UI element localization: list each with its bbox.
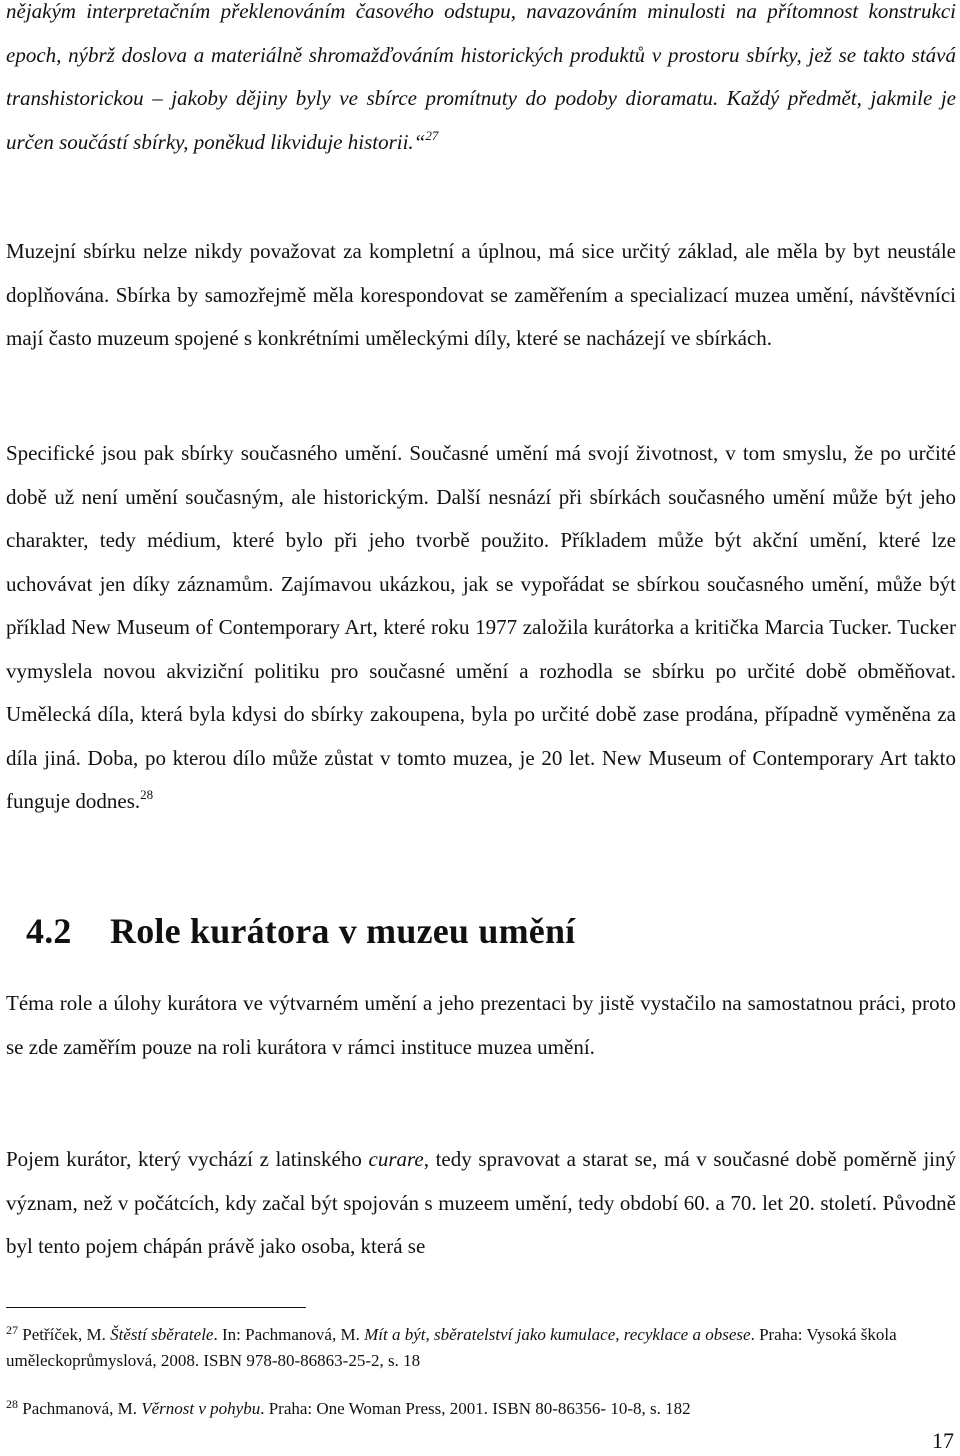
body-paragraph-collections: Muzejní sbírku nelze nikdy považovat za kompletní a úplnou, má sice určitý základ, ale měla by byt neustále doplňována. Sbírka by samozřejmě měla korespondovat se zaměřením a specializací muzea umění, návštěvníci mají často muzeum spojené s konkrétními uměleckými díly, které se nacházejí ve sbírkách.: [6, 239, 956, 350]
paragraph-text-after: , tedy spravovat a starat se, má v současné době poměrně jiný význam, než v počátcích, kdy začal být spojován s muzeem umění, tedy období 60. a 70. let 20. století. Původně byl tento pojem chápán právě jako osoba, která se: [6, 1147, 956, 1258]
footnote-author: Pachmanová, M.: [18, 1399, 142, 1418]
footnote-28: [6, 1396, 956, 1422]
footnote-publication: . Praha: One Woman Press, 2001. ISBN 80-86356- 10-8, s. 182: [260, 1399, 691, 1418]
footnote-27: [6, 1322, 956, 1374]
latin-term: curare: [368, 1147, 424, 1171]
body-paragraph-curator-term: [6, 1138, 956, 1269]
footnote-ref-28[interactable]: 28: [140, 787, 154, 802]
section-title: Role kurátora v muzeu umění: [110, 911, 576, 951]
footnote-ref-27[interactable]: 27: [425, 127, 439, 143]
body-paragraph-contemporary-art: [6, 432, 956, 824]
section-number: 4.2: [26, 911, 72, 951]
footnote-book-title: Mít a být, sběratelství jako kumulace, recyklace a obsese: [364, 1325, 751, 1344]
footnote-number: 28: [6, 1397, 18, 1411]
footnote-text: . In: Pachmanová, M.: [213, 1325, 365, 1344]
body-paragraph-curator-role: Téma role a úlohy kurátora ve výtvarném umění a jeho prezentaci by jistě vystačilo na samostatnou práci, proto se zde zaměřím pouze na roli kurátora v rámci instituce muzea umění.: [6, 991, 956, 1059]
footnote-separator: [6, 1307, 306, 1308]
quote-text: nějakým interpretačním překlenováním časového odstupu, navazováním minulosti na přítomnost konstrukci epoch, nýbrž doslova a materiálně shromažďováním historických produktů v prostoru sbírky, jež se takto stává transhistorickou – jakoby dějiny byly ve sbírce promítnuty do podoby dioramatu. Každý předmět, jakmile je určen součástí sbírky, poněkud likviduje historii.“: [6, 0, 956, 154]
section-heading: [26, 910, 575, 952]
footnote-publication: . Praha: Vysoká škola uměleckoprůmyslová, 2008. ISBN 978-80-86863-25-2, s. 18: [6, 1325, 897, 1370]
paragraph-text-before: Pojem kurátor, který vychází z latinského: [6, 1147, 369, 1171]
quote-paragraph: [6, 0, 956, 164]
footnote-title: Štěstí sběratele: [110, 1325, 214, 1344]
footnote-title: Věrnost v pohybu: [141, 1399, 261, 1418]
footnote-number: 27: [6, 1323, 18, 1337]
footnote-author: Petříček, M.: [18, 1325, 111, 1344]
paragraph-text: Specifické jsou pak sbírky současného umění. Současné umění má svojí životnost, v tom smyslu, že po určité době už není umění současným, ale historickým. Další nesnází při sbírkách současného umění může být jeho charakter, tedy médium, které bylo při jeho tvorbě použito. Příkladem může být akční umění, které lze uchovávat jen díky záznamům. Zajímavou ukázkou, jak se vypořádat se sbírkou současného umění, může být příklad New Museum of Contemporary Art, které roku 1977 založila kurátorka a kritička Marcia Tucker. Tucker vymyslela novou akviziční politiku pro současné umění a rozhodla se sbírku po určité době obměňovat. Umělecká díla, která byla kdysi do sbírky zakoupena, byla po určité době zase prodána, případně vyměněna za díla jiná. Doba, po kterou dílo může zůstat v tomto muzea, je 20 let. New Museum of Contemporary Art takto funguje dodnes.: [6, 441, 956, 813]
page-number: 17: [932, 1428, 954, 1453]
